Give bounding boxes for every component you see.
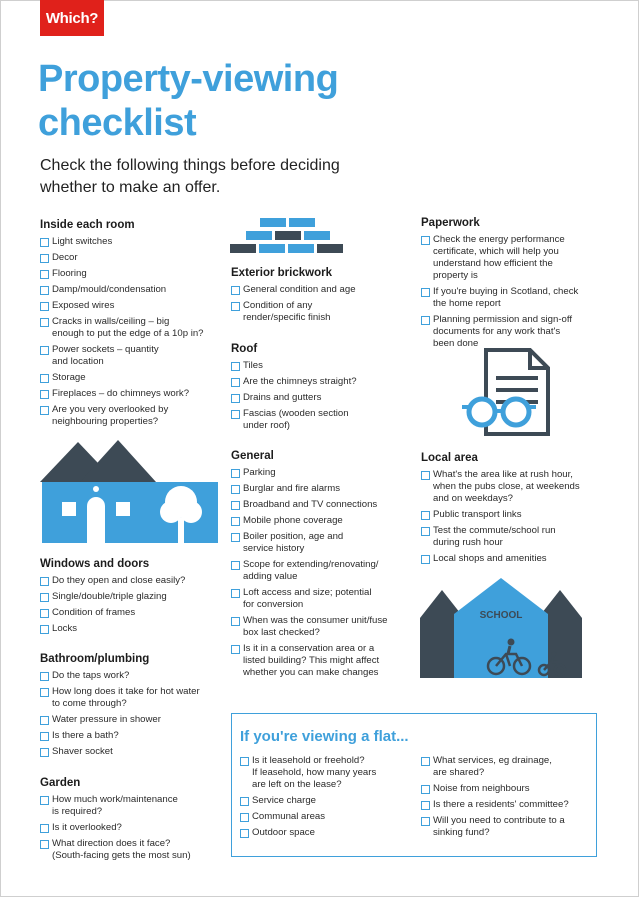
checkbox[interactable] <box>40 840 49 849</box>
school-illustration <box>420 578 582 678</box>
checklist-item[interactable] <box>231 483 411 495</box>
school-sign-text: SCHOOL <box>479 610 523 621</box>
checklist-item[interactable] <box>40 404 225 428</box>
checklist-item[interactable] <box>40 316 225 340</box>
checklist-item-label: General condition and age <box>243 284 356 295</box>
checklist-item[interactable] <box>40 236 225 248</box>
checkbox[interactable] <box>40 593 49 602</box>
section-heading: General <box>231 450 274 462</box>
checkbox[interactable] <box>240 757 249 766</box>
checklist-item-label: Mobile phone coverage <box>243 515 343 526</box>
checkbox[interactable] <box>231 302 240 311</box>
checkbox[interactable] <box>240 797 249 806</box>
checkbox[interactable] <box>231 589 240 598</box>
checkbox[interactable] <box>40 625 49 634</box>
checkbox[interactable] <box>421 757 430 766</box>
checklist-item-label: Planning permission and sign-off documents for any work that's been done <box>433 314 573 349</box>
section-heading: Exterior brickwork <box>231 267 332 279</box>
checklist-item-label: What services, eg drainage, are shared? <box>433 755 552 778</box>
checkbox[interactable] <box>231 286 240 295</box>
checklist-item-label: Service charge <box>252 795 316 806</box>
checklist-item-label: Is it in a conservation area or a listed building? This might affect whether you can make changes <box>243 643 380 678</box>
checklist-item-label: Damp/mould/condensation <box>52 284 167 295</box>
document-glasses-icon <box>460 346 560 438</box>
checklist-item[interactable] <box>40 591 225 603</box>
checklist-item-label: Noise from neighbours <box>433 783 530 794</box>
section-general <box>231 449 411 683</box>
checkbox[interactable] <box>421 555 430 564</box>
checkbox[interactable] <box>40 716 49 725</box>
checklist-item-label: Test the commute/school run during rush hour <box>433 525 556 548</box>
checkbox[interactable] <box>40 824 49 833</box>
checklist-item[interactable] <box>40 388 225 400</box>
section-heading: Bathroom/plumbing <box>40 653 150 665</box>
checklist-item-label: Are the chimneys straight? <box>243 376 357 387</box>
section-roof <box>231 342 411 436</box>
checklist-item[interactable] <box>231 467 411 479</box>
section-heading: Paperwork <box>421 217 480 229</box>
checkbox[interactable] <box>231 533 240 542</box>
checklist-item-label: Do the taps work? <box>52 670 130 681</box>
checklist-item-label: Burglar and fire alarms <box>243 483 341 494</box>
checkbox[interactable] <box>231 410 240 419</box>
checkbox[interactable] <box>40 302 49 311</box>
section-heading: Garden <box>40 777 81 789</box>
checklist-item[interactable] <box>40 300 225 312</box>
house-illustration <box>40 440 220 543</box>
checkbox[interactable] <box>421 785 430 794</box>
section-windows <box>40 557 225 639</box>
checkbox[interactable] <box>40 577 49 586</box>
checklist-item-label: How much work/maintenance is required? <box>52 794 178 817</box>
checkbox[interactable] <box>40 254 49 263</box>
checklist-item[interactable] <box>40 730 230 742</box>
checklist-item[interactable] <box>421 783 591 795</box>
checkbox[interactable] <box>40 346 49 355</box>
checklist-item-label: When was the consumer unit/fuse box last checked? <box>243 615 388 638</box>
checklist-item-label: If you're buying in Scotland, check the home report <box>433 286 579 309</box>
section-local <box>421 451 611 569</box>
checklist-item-label: Is there a residents' committee? <box>433 799 569 810</box>
checklist-item[interactable] <box>421 469 611 505</box>
checklist-item-label: Condition of frames <box>52 607 136 618</box>
checklist-item-label: Check the energy performance certificate, which will help you understand how efficient the property is <box>433 234 565 281</box>
checklist-item[interactable] <box>421 286 611 310</box>
checklist-item[interactable] <box>40 623 225 635</box>
section-heading: Local area <box>421 452 478 464</box>
checklist-item-label: Is it leasehold or freehold? If leasehold, how many years are left on the lease? <box>252 755 377 790</box>
checkbox[interactable] <box>421 511 430 520</box>
checkbox[interactable] <box>421 288 430 297</box>
checklist-item[interactable] <box>421 525 611 549</box>
checklist-item[interactable] <box>421 553 611 565</box>
checkbox[interactable] <box>40 796 49 805</box>
checklist-item[interactable] <box>40 714 230 726</box>
checklist-item[interactable] <box>421 799 591 811</box>
checklist-item-label: Local shops and amenities <box>433 553 547 564</box>
checklist-item-label: Boiler position, age and service history <box>243 531 344 554</box>
section-brickwork <box>231 266 411 328</box>
checklist-item[interactable] <box>231 408 411 432</box>
checklist-item[interactable] <box>231 360 411 372</box>
checklist-item[interactable] <box>421 509 611 521</box>
page-title: Property-viewing checklist <box>38 58 339 144</box>
checklist-item-label: Flooring <box>52 268 87 279</box>
checkbox[interactable] <box>40 374 49 383</box>
checklist-item-label: Storage <box>52 372 86 383</box>
checklist-item-label: Will you need to contribute to a sinking fund? <box>433 815 565 838</box>
checklist-item[interactable] <box>231 284 411 296</box>
checklist-item[interactable] <box>231 376 411 388</box>
checklist-item[interactable] <box>40 284 225 296</box>
checklist-item-label: Scope for extending/renovating/ adding value <box>243 559 379 582</box>
checklist-item[interactable] <box>231 587 411 611</box>
checklist-item[interactable] <box>421 815 591 839</box>
checklist-item[interactable] <box>231 499 411 511</box>
flat-left-list <box>240 755 415 843</box>
checklist-item-label: Fireplaces – do chimneys work? <box>52 388 190 399</box>
checklist-item-label: Decor <box>52 252 78 263</box>
checkbox[interactable] <box>421 801 430 810</box>
checklist-item[interactable] <box>240 795 415 807</box>
checkbox[interactable] <box>231 469 240 478</box>
section-heading: Roof <box>231 343 258 355</box>
checklist-item-label: Light switches <box>52 236 113 247</box>
checkbox[interactable] <box>231 485 240 494</box>
flat-heading: If you're viewing a flat... <box>240 728 409 745</box>
checkbox[interactable] <box>421 471 430 480</box>
checklist-item[interactable] <box>40 607 225 619</box>
checkbox[interactable] <box>231 617 240 626</box>
section-bathroom <box>40 652 230 762</box>
checklist-item[interactable] <box>40 746 230 758</box>
checkbox[interactable] <box>231 517 240 526</box>
brick-wall-icon <box>230 218 346 256</box>
checkbox[interactable] <box>231 394 240 403</box>
checklist-item-label: Loft access and size; potential for conversion <box>243 587 372 610</box>
checkbox[interactable] <box>240 829 249 838</box>
checkbox[interactable] <box>231 378 240 387</box>
checklist-item[interactable] <box>40 344 225 368</box>
checklist-item-label: Is there a bath? <box>52 730 119 741</box>
checkbox[interactable] <box>40 390 49 399</box>
checklist-item[interactable] <box>40 268 225 280</box>
checklist-item-label: Broadband and TV connections <box>243 499 378 510</box>
section-heading: Windows and doors <box>40 558 150 570</box>
section-heading: Inside each room <box>40 219 135 231</box>
checklist-item[interactable] <box>40 670 230 682</box>
checklist-item-label: Power sockets – quantity and location <box>52 344 159 367</box>
checklist-item-label: Shaver socket <box>52 746 113 757</box>
checkbox[interactable] <box>231 561 240 570</box>
checklist-item-label: Cracks in walls/ceiling – big enough to put the edge of a 10p in? <box>52 316 204 339</box>
checkbox[interactable] <box>40 270 49 279</box>
checklist-item[interactable] <box>231 515 411 527</box>
checklist-item-label: Water pressure in shower <box>52 714 161 725</box>
checklist-item[interactable] <box>231 615 411 639</box>
checklist-item[interactable] <box>421 755 591 779</box>
checklist-item-label: Drains and gutters <box>243 392 322 403</box>
checklist-item-label: How long does it take for hot water to come through? <box>52 686 200 709</box>
checklist-item[interactable] <box>240 811 415 823</box>
checklist-item-label: Outdoor space <box>252 827 315 838</box>
checkbox[interactable] <box>421 316 430 325</box>
checkbox[interactable] <box>231 501 240 510</box>
checklist-item-label: Condition of any render/specific finish <box>243 300 331 323</box>
checklist-item-label: Exposed wires <box>52 300 115 311</box>
checklist-item[interactable] <box>40 252 225 264</box>
checkbox[interactable] <box>421 527 430 536</box>
checkbox[interactable] <box>40 406 49 415</box>
checkbox[interactable] <box>40 748 49 757</box>
checkbox[interactable] <box>231 645 240 654</box>
checklist-item[interactable] <box>231 643 411 679</box>
checklist-item-label: Single/double/triple glazing <box>52 591 167 602</box>
section-paperwork <box>421 216 611 354</box>
which-logo: Which? <box>40 0 104 36</box>
section-garden <box>40 776 230 866</box>
checklist-item[interactable] <box>231 559 411 583</box>
checkbox[interactable] <box>40 688 49 697</box>
checklist-item[interactable] <box>40 794 230 818</box>
checklist-item-label: What direction does it face? (South-facing gets the most sun) <box>52 838 191 861</box>
checklist-item-label: Tiles <box>243 360 263 371</box>
page-subtitle: Check the following things before deciding whether to make an offer. <box>40 157 340 196</box>
checklist-item[interactable] <box>40 372 225 384</box>
checklist-item-label: Communal areas <box>252 811 326 822</box>
checklist-item-label: Locks <box>52 623 78 634</box>
checkbox[interactable] <box>40 672 49 681</box>
checkbox[interactable] <box>40 318 49 327</box>
checklist-item[interactable] <box>421 234 611 282</box>
checklist-item[interactable] <box>40 822 230 834</box>
checklist-item[interactable] <box>40 575 225 587</box>
checklist-item[interactable] <box>231 531 411 555</box>
checklist-item[interactable] <box>421 314 611 350</box>
checkbox[interactable] <box>231 362 240 371</box>
checklist-item-label: Fascias (wooden section under roof) <box>243 408 349 431</box>
checkbox[interactable] <box>421 817 430 826</box>
checklist-item-label: Public transport links <box>433 509 522 520</box>
checklist-item-label: What's the area like at rush hour, when the pubs close, at weekends and on weekdays? <box>433 469 580 504</box>
checklist-item[interactable] <box>240 827 415 839</box>
checkbox[interactable] <box>40 732 49 741</box>
checkbox[interactable] <box>40 286 49 295</box>
checklist-item-label: Is it overlooked? <box>52 822 122 833</box>
checkbox[interactable] <box>40 609 49 618</box>
checklist-item-label: Parking <box>243 467 276 478</box>
checklist-item-label: Do they open and close easily? <box>52 575 186 586</box>
checklist-item[interactable] <box>40 838 230 862</box>
flat-right-list <box>421 755 591 843</box>
checklist-item-label: Are you very overlooked by neighbouring properties? <box>52 404 169 427</box>
checkbox[interactable] <box>421 236 430 245</box>
section-inside <box>40 218 225 432</box>
checkbox[interactable] <box>240 813 249 822</box>
checklist-item[interactable] <box>40 686 230 710</box>
checkbox[interactable] <box>40 238 49 247</box>
checklist-item[interactable] <box>231 300 411 324</box>
checklist-item[interactable] <box>231 392 411 404</box>
checklist-item[interactable] <box>240 755 415 791</box>
